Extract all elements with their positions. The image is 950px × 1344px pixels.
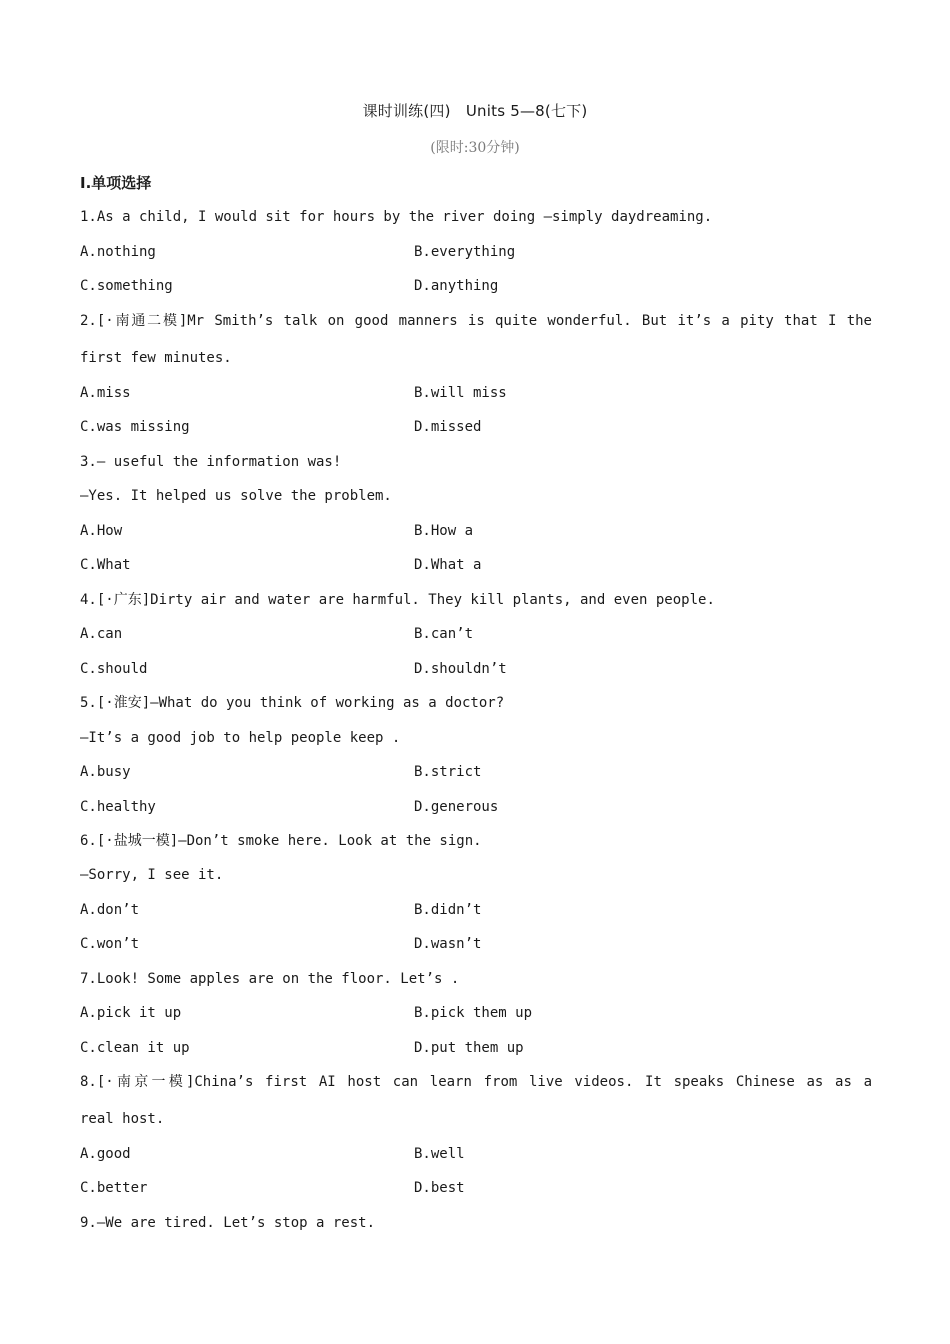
question-3-stem: 3.— useful the information was! [80,454,342,470]
question-7-stem: 7.Look! Some apples are on the floor. Let’s . [80,971,460,987]
question-4-option-d: D.shouldn’t [414,661,507,677]
question-2-option-c: C.was missing [80,419,190,435]
question-8-option-b: B.well [414,1146,465,1162]
question-3-option-d: D.What a [414,557,482,573]
question-5-option-b: B.strict [414,764,482,780]
page-title: 课时训练(四) Units 5—8(七下) [362,102,588,120]
question-5-option-d: D.generous [414,799,499,815]
question-4-stem: 4.[·广东]Dirty air and water are harmful. They kill plants, and even people. [80,592,715,608]
question-2-option-b: B.will miss [414,385,507,401]
question-7-option-c: C.clean it up [80,1040,190,1056]
question-3-option-b: B.How a [414,523,474,539]
question-2-stem: 2.[·南通二模]Mr Smith’s talk on good manners is quite wonderful. But it’s a pity that I the [80,313,872,329]
section-heading: Ⅰ.单项选择 [80,174,152,192]
question-1-option-d: D.anything [414,278,499,294]
question-7-option-b: B.pick them up [414,1005,533,1021]
question-8-option-c: C.better [80,1180,148,1196]
question-7-option-d: D.put them up [414,1040,524,1056]
question-1-option-b: B.everything [414,244,516,260]
question-8-option-a: A.good [80,1146,131,1162]
question-5-stem: 5.[·淮安]—What do you think of working as a doctor? [80,695,505,711]
question-5-option-a: A.busy [80,764,131,780]
question-9-stem: 9.—We are tired. Let’s stop a rest. [80,1215,376,1231]
question-4-option-a: A.can [80,626,123,642]
question-4-option-c: C.should [80,661,148,677]
question-2-stem-continued: first few minutes. [80,350,232,366]
question-5-option-c: C.healthy [80,799,156,815]
question-8-stem: 8.[·南京一模]China’s first AI host can learn from live videos. It speaks Chinese as as a [80,1074,872,1090]
question-6-stem-continued: —Sorry, I see it. [80,867,224,883]
question-3-option-a: A.How [80,523,123,539]
question-5-stem-continued: —It’s a good job to help people keep . [80,730,401,746]
question-6-option-a: A.don’t [80,902,140,918]
question-3-option-c: C.What [80,557,131,573]
question-2-option-d: D.missed [414,419,482,435]
question-3-stem-continued: —Yes. It helped us solve the problem. [80,488,392,504]
question-2-option-a: A.miss [80,385,131,401]
question-6-option-b: B.didn’t [414,902,482,918]
question-1-option-c: C.something [80,278,173,294]
question-6-option-c: C.won’t [80,936,140,952]
question-6-option-d: D.wasn’t [414,936,482,952]
time-limit: (限时:30分钟) [430,140,520,156]
question-4-option-b: B.can’t [414,626,474,642]
question-6-stem: 6.[·盐城一模]—Don’t smoke here. Look at the sign. [80,833,482,849]
question-1-option-a: A.nothing [80,244,156,260]
question-8-stem-continued: real host. [80,1111,165,1127]
question-7-option-a: A.pick it up [80,1005,182,1021]
question-1-stem: 1.As a child, I would sit for hours by the river doing —simply daydreaming. [80,209,713,225]
question-8-option-d: D.best [414,1180,465,1196]
